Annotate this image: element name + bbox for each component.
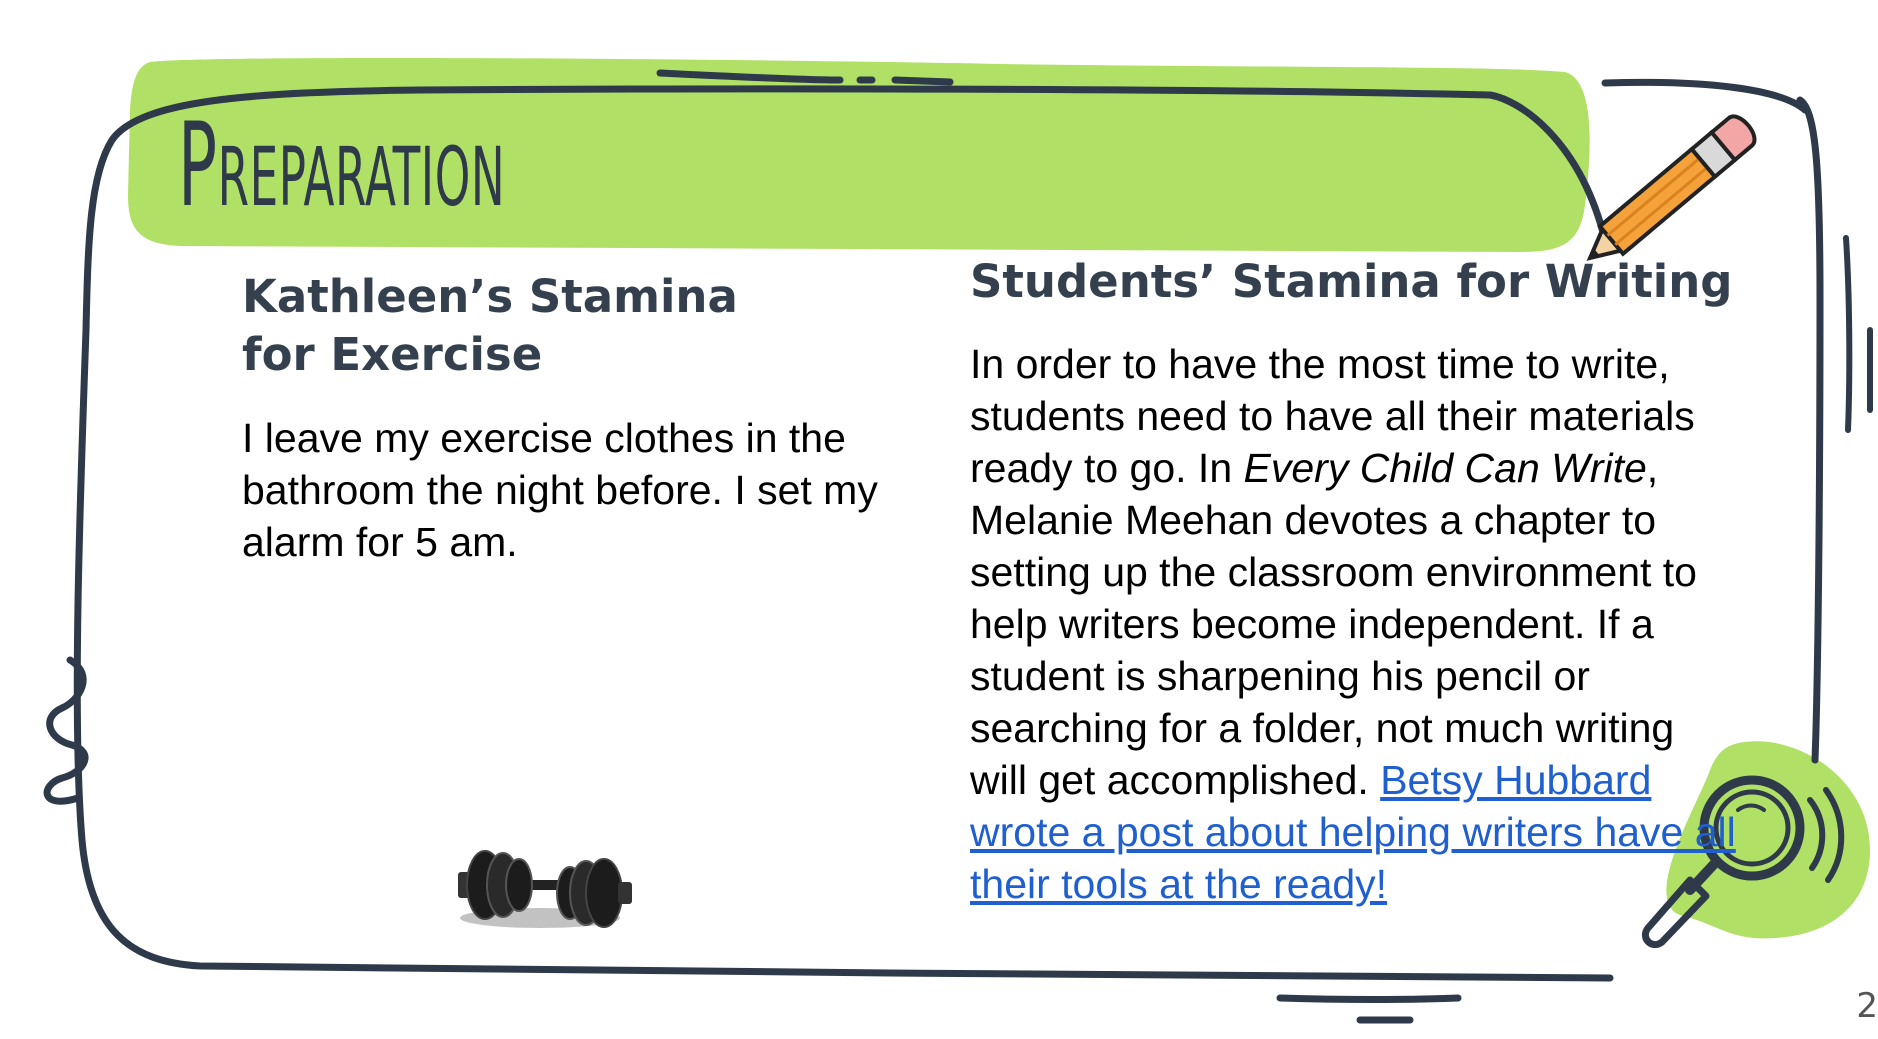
book-title: Every Child Can Write — [1243, 445, 1647, 491]
right-body-text-before: In order to have the most time to write, students need to have all their materials ready to go. In — [970, 341, 1695, 491]
frame-top-right — [1605, 82, 1805, 110]
page-number: 2 — [1856, 986, 1878, 1026]
right-column-body — [970, 338, 1740, 910]
top-dash-3 — [895, 80, 950, 82]
left-column-heading: Kathleen’s Stamina for Exercise — [242, 270, 738, 381]
right-body-text-after: , Melanie Meehan devotes a chapter to setting up the classroom environment to help writers become independent. If a student is sharpening his pencil or searching for a folder, not much writing will get accomplished. — [970, 445, 1697, 803]
betsy-hubbard-post-link[interactable]: Betsy Hubbard wrote a post about helping writers have all their tools at the ready! — [970, 757, 1736, 907]
left-column-body: I leave my exercise clothes in the bathroom the night before. I set my alarm for 5 am. — [242, 415, 878, 565]
slide-title: Preparation — [178, 98, 506, 233]
right-mark-1 — [1846, 238, 1849, 430]
bottom-dash-1 — [1280, 998, 1458, 1000]
pencil-icon — [1578, 111, 1759, 271]
frame-right-edge — [1800, 100, 1820, 760]
dumbbell-icon — [458, 851, 632, 928]
right-column-heading: Students’ Stamina for Writing — [970, 255, 1733, 308]
